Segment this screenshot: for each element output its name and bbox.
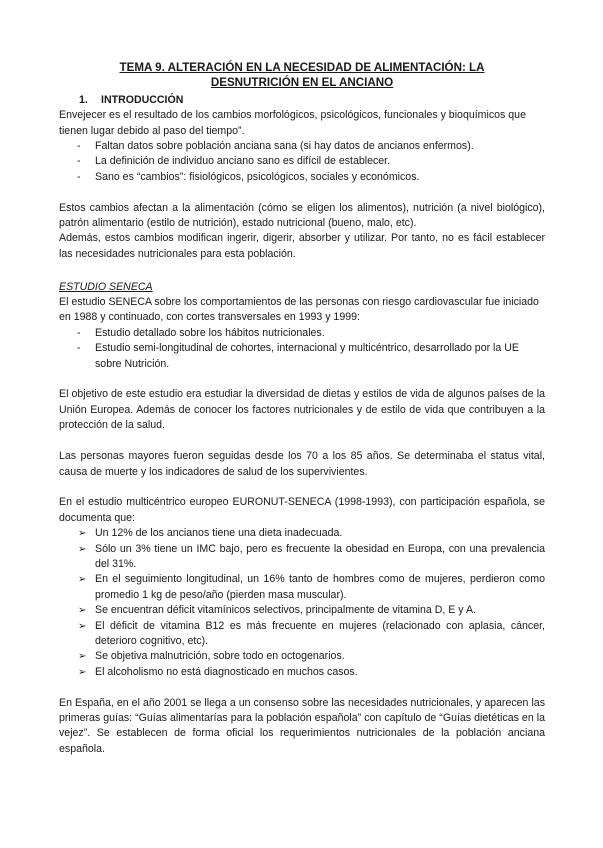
intro-paragraph: Envejecer es el resultado de los cambios morfológicos, psicológicos, funcionales y bioquímicos que tienen lugar debido al paso del tiempo”. — [59, 109, 526, 137]
findings-list — [59, 526, 545, 680]
euronut-paragraph: En el estudio multicéntrico europeo EURONUT-SENECA (1998-1993), con participación española, se documenta que: — [59, 496, 545, 524]
list-item: ➢ En el seguimiento longitudinal, un 16% tanto de hombres como de mujeres, perdieron como promedio 1 kg de peso/año (pierden masa muscular). — [59, 572, 545, 603]
objective-paragraph: El objetivo de este estudio era estudiar la diversidad de dietas y estilos de vida de algunos países de la Unión Europea. Además de conocer los factores nutricionales y de estilo de vida que contribuyen a la protección de la salud. — [59, 388, 545, 432]
seneca-heading: ESTUDIO SENECA — [59, 280, 153, 293]
modifications-paragraph: Además, estos cambios modifican ingerir, digerir, absorber y utilizar. Por tanto, no es fácil establecer las necesidades nutricionales para esta población. — [59, 232, 545, 260]
spain-paragraph: En España, en el año 2001 se llega a un consenso sobre las necesidades nutricionales, y aparecen las primeras guías: “Guías alimentarías para la población española” con capítulo de “Guías dietéticas en la vejez”. Se establecen de forma oficial los requerimientos nutricionales de la población anciana española. — [59, 696, 545, 755]
section-heading-introduccion — [59, 93, 545, 108]
list-item: - Estudio semi-longitudinal de cohortes, internacional y multicéntrico, desarrollado por la UE sobre Nutrición. — [59, 341, 545, 372]
list-item: ➢ Se objetiva malnutrición, sobre todo en octogenarios. — [59, 649, 545, 664]
list-item: ➢ El déficit de vitamina B12 es más frecuente en mujeres (relacionado con aplasia, cáncer, deterioro cognitivo, etc). — [59, 619, 545, 650]
list-item: ➢ Un 12% de los ancianos tiene una dieta inadecuada. — [59, 526, 545, 541]
follow-up-paragraph: Las personas mayores fueron seguidas desde los 70 a los 85 años. Se determinaba el status vital, causa de muerte y los indicadores de salud de los supervivientes. — [59, 450, 545, 478]
document-title — [59, 60, 545, 91]
intro-bullet-list — [59, 139, 545, 185]
list-item: ➢ Sólo un 3% tiene un IMC bajo, pero es frecuente la obesidad en Europa, con una prevalencia del 31%. — [59, 542, 545, 573]
changes-paragraph: Estos cambios afectan a la alimentación (cómo se eligen los alimentos), nutrición (a nivel biológico), patrón alimentario (estilo de nutrición), estado nutricional (bueno, malo, etc). — [59, 201, 545, 230]
list-item: - Sano es “cambios”: fisiológicos, psicológicos, sociales y económicos. — [59, 170, 545, 185]
title-line-2: DESNUTRICIÓN EN EL ANCIANO — [210, 76, 394, 90]
seneca-bullet-list — [59, 326, 545, 372]
list-item: - La definición de individuo anciano sano es difícil de establecer. — [59, 154, 545, 169]
section-number: 1. — [79, 93, 88, 106]
document-page — [59, 60, 545, 757]
list-item: ➢ Se encuentran déficit vitamínicos selectivos, principalmente de vitamina D, E y A. — [59, 603, 545, 618]
title-line-1: TEMA 9. ALTERACIÓN EN LA NECESIDAD DE ALIMENTACIÓN: LA — [119, 61, 485, 74]
seneca-intro-paragraph: El estudio SENECA sobre los comportamientos de las personas con riesgo cardiovascular fue iniciado en 1988 y continuado, con cortes transversales en 1993 y 1999: — [59, 296, 539, 324]
list-item: - Faltan datos sobre población anciana sana (si hay datos de ancianos enfermos). — [59, 139, 545, 154]
list-item: ➢ El alcoholismo no está diagnosticado en muchos casos. — [59, 665, 545, 680]
section-title: INTRODUCCIÓN — [101, 93, 184, 106]
list-item: - Estudio detallado sobre los hábitos nutricionales. — [59, 326, 545, 341]
